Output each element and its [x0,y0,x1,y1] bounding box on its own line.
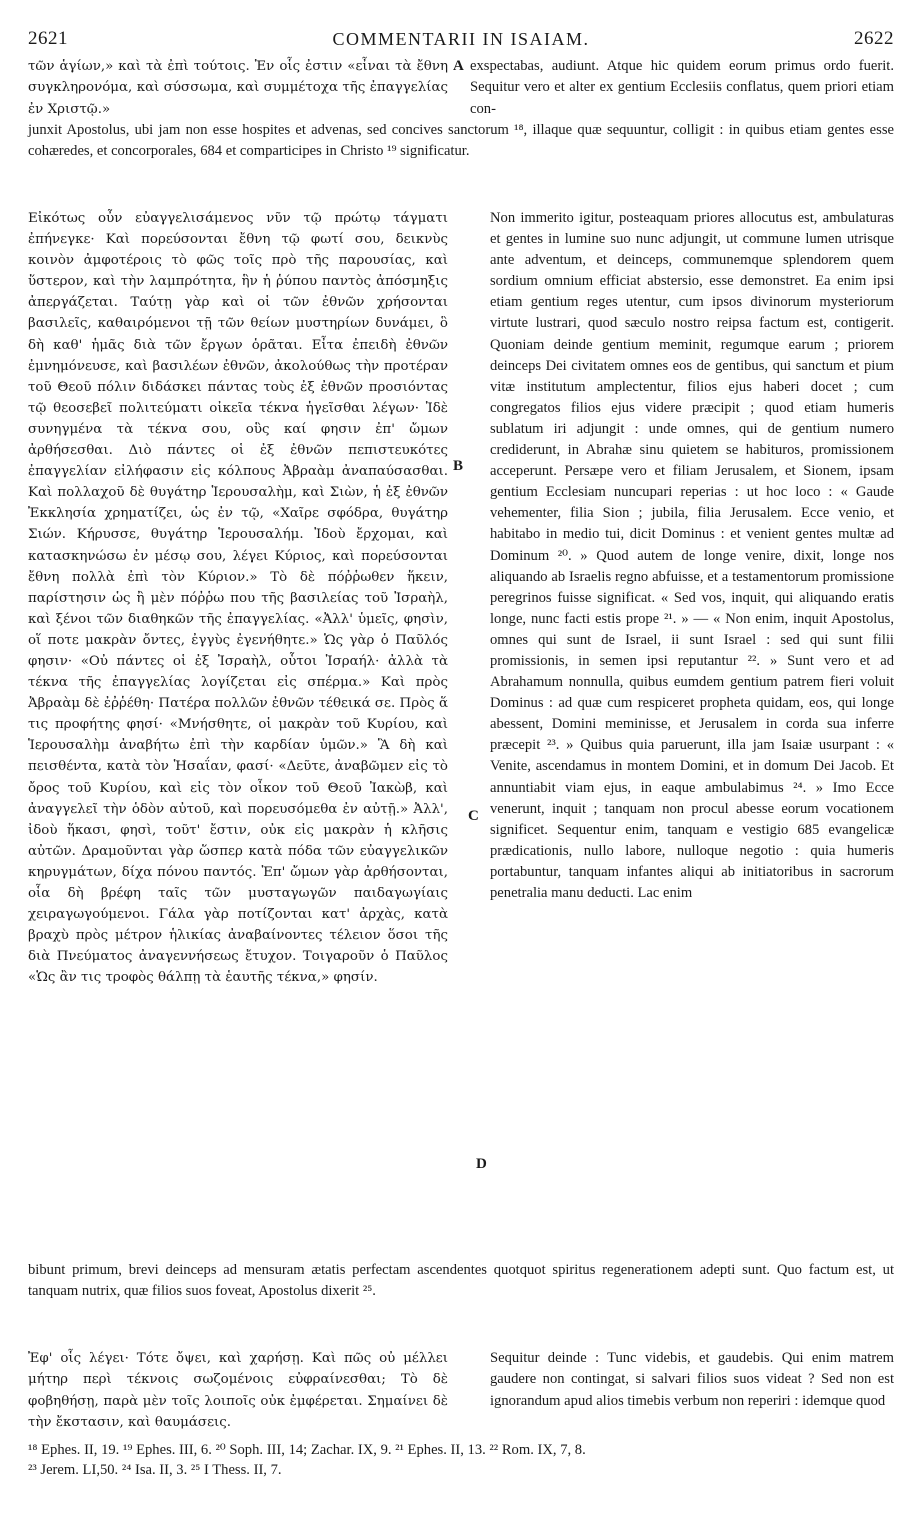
footnote-line-2: ²³ Jerem. LI,50. ²⁴ Isa. II, 3. ²⁵ I Thess. II, 7. [28,1462,282,1478]
page-number-right: 2622 [854,28,894,49]
latin-column-1: exspectabas, audiunt. Atque hic quidem eorum primus ordo fuerit. Sequitur vero et alter ex gentium Ecclesiis conflatus, quem priori etiam con- [470,58,894,117]
page-number-left: 2621 [28,28,68,49]
latin-column-3: Sequitur deinde : Tunc videbis, et gaudebis. Qui enim matrem gaudere non contingat, si salvari filios suos videat ? Sed non est ignorandum apud alios timebis verbum non reperiri : idemque quod [490,1350,894,1409]
margin-letter-a: A [453,58,464,74]
running-header [28,28,894,52]
margin-letter-d: D [476,1156,487,1172]
margin-letter-b: B [453,458,464,474]
latin-fullwidth-2: bibunt primum, brevi deinceps ad mensuram ætatis perfectam ascendentes quotquot spiritus regenerationem adepti sunt. Quo factum est, ut tanquam nutrix, quæ filios suos foveat, Apostolus dixerit ²⁵. [28,1262,894,1300]
footnote-line-1: ¹⁸ Ephes. II, 19. ¹⁹ Ephes. III, 6. ²⁰ Soph. III, 14; Zachar. IX, 9. ²¹ Ephes. II, 13. ²² Rom. IX, 7, 8. [28,1442,586,1458]
margin-letter-c: C [468,808,479,824]
footnotes [28,1440,894,1480]
greek-column-2: Εἰκότως οὖν εὐαγγελισάμενος νῦν τῷ πρώτῳ τάγματι ἐπήνεγκε· Καὶ πορεύσονται ἔθνη τῷ φωτί σου, δεικνὺς κοινὸν ἀμφοτέροις τὸ φῶς τοῖς πρὸ τῆς παρουσίας, καὶ ὕστερον, καὶ τὴν λαμπρότητα, ἣν ἡ ῥύπου παντὸς ἀπόσμηξις ἀπεργάζεται. Ταύτῃ γὰρ καὶ οἱ τῶν ἐθνῶν χρήσονται βασιλεῖς, καθαιρόμενοι τῇ τῶν θείων μυστηρίων δυνάμει, ὃ δὴ καθ' ἡμᾶς διὰ τῶν ἔργων ὁρᾶται. Εἶτα ἐπειδὴ ἐθνῶν ἐμνημόνευσε, καὶ βασιλέων ἐθνῶν, ἀκολούθως τὴν προτέραν τοῦ Θεοῦ πόλιν διδάσκει πάντας τοὺς ἐξ ἐθνῶν προσιόντας τῷ θεοσεβεῖ πολιτεύματι οἰκεῖα τέκνα ἡγεῖσθαι λέγων· Ἰδὲ συνηγμένα τὰ τέκνα σου, οὓς καί φησιν ἐπ' ὤμων ἀρθήσεσθαι. Διὸ πάντες οἱ ἐξ ἐθνῶν πεπιστευκότες ἐπαγγελίαν εἰλήφασιν εἰς κόλπους Ἀβραὰμ ἀναπαύσασθαι. Καὶ πολλαχοῦ δὲ θυγάτηρ Ἱερουσαλὴμ, καὶ Σιὼν, ἡ ἐξ ἐθνῶν Ἐκκλησία χρηματίζει, ὡς ἐν τῷ, «Χαῖρε σφόδρα, θυγάτηρ Σιών. Κήρυσσε, θυγάτηρ Ἱερουσαλήμ. Ἰδοὺ ἔρχομαι, καὶ κατασκηνώσω ἐν μέσῳ σου, λέγει Κύριος, καὶ πορεύσονται ἔθνη πολλὰ ἐπὶ τὸν Κύριον.» Τὸ δὲ πόῤῥωθεν ἥκειν, παρίστησιν ὡς ἢ μὲν πόῤῥω που τῆς βασιλείας τοῦ Ἰσραὴλ, καὶ ξένοι τῶν διαθηκῶν τῆς ἐπαγγελίας. «Ἀλλ' ὑμεῖς, φησὶν, οἵ ποτε μακρὰν ὄντες, ἐγγὺς ἐγενήθητε.» Ὡς γὰρ ὁ Παῦλός φησιν· «Οὐ πάντες οἱ ἐξ Ἰσραὴλ, οὗτοι Ἰσραήλ· ἀλλὰ τὰ τέκνα τῆς ἐπαγγελίας λογίζεται εἰς σπέρμα.» Καὶ πρὸς Ἀβραὰμ δὲ ἐῤῥέθη· Πατέρα πολλῶν ἐθνῶν τέθεικά σε. Πρὸς ἅ τις προφήτης φησί· «Μνήσθητε, οἱ μακρὰν τοῦ Κυρίου, καὶ Ἱερουσαλὴμ ἀναβήτω ἐπὶ τὴν καρδίαν ὑμῶν.» Ἃ δὴ καὶ πεισθέντα, κατὰ τὸν Ἡσαΐαν, φασί· «Δεῦτε, ἀναβῶμεν εἰς τὸ ὄρος τοῦ Κυρίου, καὶ εἰς τὸν οἶκον τοῦ Θεοῦ Ἰακὼβ, καὶ ἀναγγελεῖ τὴν ὁδὸν αὐτοῦ, καὶ πορευσόμεθα ἐν αὐτῇ.» Ἀλλ', ἰδοὺ ἥκασι, φησὶ, τοῦτ' ἔστιν, οὐκ εἰς μακρὰν ἡ κλῆσις αὐτῶν. Δραμοῦνται γὰρ ὥσπερ κατὰ πόδα τῶν εὐαγγελικῶν κηρυγμάτων, δίχα πόνου παντός. Ἐπ' ὤμων γὰρ ἀρθήσονται, οἷα δὴ βρέφη ταῖς τῶν μυσταγωγῶν παιδαγωγίαις χειραγωγούμενοι. Γάλα γὰρ ποτίζονται κατ' ἀρχὰς, κατὰ βραχὺ πρὸς μέτρον ἡλικίας ἀναβαίνοντες τέλειον ὅσοι τῆς διὰ Πνεύματος ἀναγεννήσεως ἔτυχον. Τοιγαροῦν ὁ Παῦλος «Ὡς ἂν τις τροφὸς θάλπῃ τὰ ἑαυτῆς τέκνα,» φησίν. [28,211,448,986]
greek-column-1: τῶν ἁγίων,» καὶ τὰ ἐπὶ τούτοις. Ἐν οἷς ἐστιν «εἶναι τὰ ἔθνη συγκληρονόμα, καὶ σύσσωμα, καὶ συμμέτοχα τῆς ἐπαγγελίας ἐν Χριστῷ.» [28,59,448,117]
latin-fullwidth-1: junxit Apostolus, ubi jam non esse hospites et advenas, sed concives sanctorum ¹⁸, illaque quæ sequuntur, colligit : in quibus etiam gentes esse cohæredes, et concorporales, 684 et comparticipes in Christo ¹⁹ significatur. [28,122,894,160]
greek-column-3: Ἐφ' οἷς λέγει· Τότε ὄψει, καὶ χαρήσῃ. Καὶ πῶς οὐ μέλλει μήτηρ περὶ τέκνοις σωζομένοις εὐφραίνεσθαι; Τὸ δὲ φοβηθήσῃ, παρὰ μὲν τοῖς λοιποῖς οὐκ ἐμφέρεται. Σημαίνει δὲ τὴν ἔκστασιν, καὶ θαυμάσεις. [28,1351,448,1430]
latin-column-2: Non immerito igitur, posteaquam priores allocutus est, ambulaturas et gentes in lumine suo nunc adjungit, ut commune lumen utrisque ante adventum, et deinceps, communemque splendorem quem sordium omnium efficiat abstersio, esse demonstret. Ea enim ipsi etiam gentium reges utentur, cum ipsos divinorum mysteriorum virtute lustrari, quod sæculo nostro reipsa factum est, contigerit. Quoniam deinde gentium meminit, regumque earum ; priorem deinceps Dei civitatem omnes eos de gentibus, qui sanctum et pium vitæ institutum amplectentur, filios ejus haberi docet ; cum congregatos filios ejus videre præcipit ; quod etiam humeris sublatum iri adjungit : unde omnes, qui de gentium numero crediderunt, in Abrahæ sinu quietem se habituros, promissionem acceperunt. Persæpe vero et filiam Jerusalem, et Sionem, ipsam gentium Ecclesiam nuncupari reperias : ut hoc loco : « Gaude vehementer, filia Sion ; jubila, filia Jerusalem. Ecce venio, et habitabo in medio tui, dicit Dominus : et venient gentes multæ ad Dominum ²⁰. » Quod autem de longe venire, dixit, longe nos aliquando ab Israelis regno abfuisse, et a testamentorum promissione peregrinos fuisse significat. « Sed vos, inquit, qui aliquando eratis longe, nunc facti estis prope ²¹. » — « Non enim, inquit Apostolus, omnes qui sunt de Israel, ii sunt Israel : sed qui sunt filii promissionis, in semen ipsi reputantur ²². » Sunt vero et ad Abrahamum nonnulla, quibus eumdem gentium patrem fieri voluit Dominus : ad quæ cum respiceret propheta quidam, eos, qui longe abessent, Domini meminisse, et Jerusalem in corda sua inferre præcepit ²³. » Quibus quia paruerunt, illa jam Isaiæ usurpant : « Venite, ascendamus in montem Domini, et in domum Dei Jacob. Et annuntiabit viam ejus, in eaque ambulabimus ²⁴. » Imo Ecce venerunt, inquit ; tanquam non procul abesse eorum vocationem significet. Sequentur enim, tanquam e vestigio 685 evangelicæ prædicationis, nullo labore, nulloque negotio : quia humeris portabuntur, tanquam infantes aliqui ab initiatoribus in sacrorum penetralia manu deducti. Lac enim [490,210,894,901]
running-title: COMMENTARII IN ISAIAM. [332,29,590,49]
